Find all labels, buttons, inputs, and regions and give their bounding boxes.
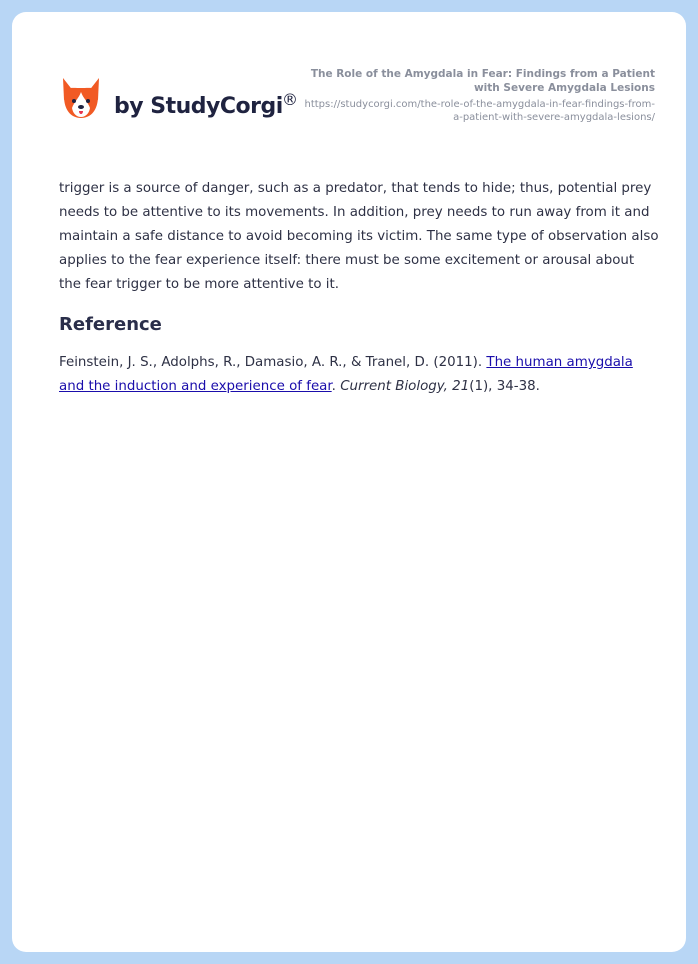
- document-url: https://studycorgi.com/the-role-of-the-amygdala-in-fear-findings-from-a-patient-with-severe-amygdala-lesions/: [304, 99, 655, 123]
- brand-name: by StudyCorgi: [114, 94, 283, 119]
- reference-journal: Current Biology, 21: [340, 379, 470, 394]
- reference-link[interactable]: The human amygdala and the induction and experience of fear: [59, 355, 633, 394]
- reference-authors: Feinstein, J. S., Adolphs, R., Damasio, A. R., & Tranel, D. (2011).: [59, 355, 487, 370]
- registered-mark: ®: [282, 90, 298, 109]
- reference-issue-pages: (1), 34-38.: [469, 379, 540, 394]
- studycorgi-logo[interactable]: [60, 76, 310, 136]
- reference-entry: [59, 351, 659, 399]
- reference-after-link: .: [331, 379, 341, 394]
- corgi-icon: [60, 76, 102, 122]
- reference-heading: Reference: [59, 314, 162, 335]
- body-paragraph: trigger is a source of danger, such as a predator, that tends to hide; thus, potential prey needs to be attentive to its movements. In addition, prey needs to run away from it and maintain a safe distance to avoid becoming its victim. The same type of observation also applies to the fear experience itself: there must be some excitement or arousal about the fear trigger to be more attentive to it.: [59, 181, 659, 292]
- document-page: [12, 12, 686, 952]
- document-title: The Role of the Amygdala in Fear: Findings from a Patient with Severe Amygdala Lesions: [310, 68, 655, 94]
